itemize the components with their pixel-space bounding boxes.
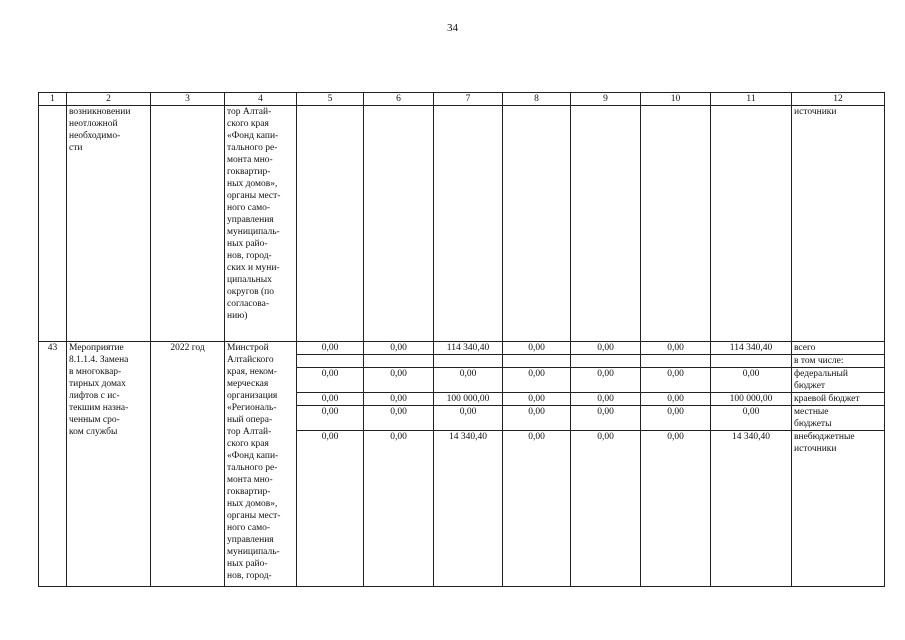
page-number: 34 <box>447 22 458 34</box>
value-cell: 0,00 <box>641 342 711 355</box>
value-cell: 0,00 <box>297 431 364 587</box>
value-cell: 14 340,40 <box>711 431 792 587</box>
value-cell: 100 000,00 <box>434 393 503 406</box>
value-cell: 0,00 <box>571 431 641 587</box>
header-cell: 5 <box>297 93 364 106</box>
header-row <box>39 93 885 106</box>
value-cell: 0,00 <box>711 406 792 431</box>
item-year: 2022 год <box>151 342 225 587</box>
value-cell: 0,00 <box>641 368 711 393</box>
funding-label: в том числе: <box>792 355 885 368</box>
value-cell: 0,00 <box>711 368 792 393</box>
continuation-executor: тор Алтай- ского края «Фонд капи- тального ре- монта мно- гоквартир- ных домов», органы мест- ного само- управления муниципаль- ных райо- нов, город- ских и муни- ципальных округов (по согласова- нию) <box>225 106 297 342</box>
value-cell: 0,00 <box>641 431 711 587</box>
value-cell: 0,00 <box>571 393 641 406</box>
value-cell: 0,00 <box>434 368 503 393</box>
funding-label: всего <box>792 342 885 355</box>
funding-label: внебюджетные источники <box>792 431 885 587</box>
header-cell: 6 <box>364 93 434 106</box>
value-cell: 0,00 <box>297 342 364 355</box>
item-number: 43 <box>39 342 67 587</box>
value-cell: 0,00 <box>641 393 711 406</box>
header-cell: 3 <box>151 93 225 106</box>
value-cell: 0,00 <box>297 406 364 431</box>
value-cell: 0,00 <box>434 406 503 431</box>
value-cell: 0,00 <box>364 406 434 431</box>
value-cell: 0,00 <box>641 406 711 431</box>
value-cell: 0,00 <box>571 406 641 431</box>
value-cell: 0,00 <box>503 393 571 406</box>
header-cell: 4 <box>225 93 297 106</box>
value-cell: 0,00 <box>364 431 434 587</box>
header-cell: 10 <box>641 93 711 106</box>
item-row-total <box>39 342 885 355</box>
header-cell: 8 <box>503 93 571 106</box>
continuation-funding-label: источники <box>792 106 885 342</box>
value-cell: 0,00 <box>364 342 434 355</box>
item-description: Мероприятие 8.1.1.4. Замена в многоквар- тирных домах лифтов с ис- текшим назна- ченным сро- ком службы <box>67 342 151 587</box>
value-cell: 0,00 <box>364 368 434 393</box>
value-cell: 14 340,40 <box>434 431 503 587</box>
funding-label: федеральный бюджет <box>792 368 885 393</box>
value-cell: 0,00 <box>503 342 571 355</box>
value-cell: 0,00 <box>571 368 641 393</box>
value-cell: 0,00 <box>571 342 641 355</box>
header-cell: 2 <box>67 93 151 106</box>
value-cell: 0,00 <box>297 368 364 393</box>
header-cell: 11 <box>711 93 792 106</box>
continuation-description: возникновении неотложной необходимо- сти <box>67 106 151 342</box>
header-cell: 7 <box>434 93 503 106</box>
funding-label: местные бюджеты <box>792 406 885 431</box>
header-cell: 1 <box>39 93 67 106</box>
value-cell: 0,00 <box>297 393 364 406</box>
value-cell: 0,00 <box>503 431 571 587</box>
value-cell: 0,00 <box>364 393 434 406</box>
item-executor: Минстрой Алтайского края, неком- мерческая организация «Региональ- ный опера- тор Алтай- ского края «Фонд капи- тального ре- монта мно- гоквартир- ных домов», органы мест- ного само- управления муниципаль- ных райо- нов, город- <box>225 342 297 587</box>
value-cell: 0,00 <box>503 406 571 431</box>
value-cell: 0,00 <box>503 368 571 393</box>
budget-table <box>38 92 885 587</box>
value-cell: 114 340,40 <box>434 342 503 355</box>
header-cell: 9 <box>571 93 641 106</box>
funding-label: краевой бюджет <box>792 393 885 406</box>
header-cell: 12 <box>792 93 885 106</box>
continuation-row <box>39 106 885 342</box>
value-cell: 100 000,00 <box>711 393 792 406</box>
value-cell: 114 340,40 <box>711 342 792 355</box>
